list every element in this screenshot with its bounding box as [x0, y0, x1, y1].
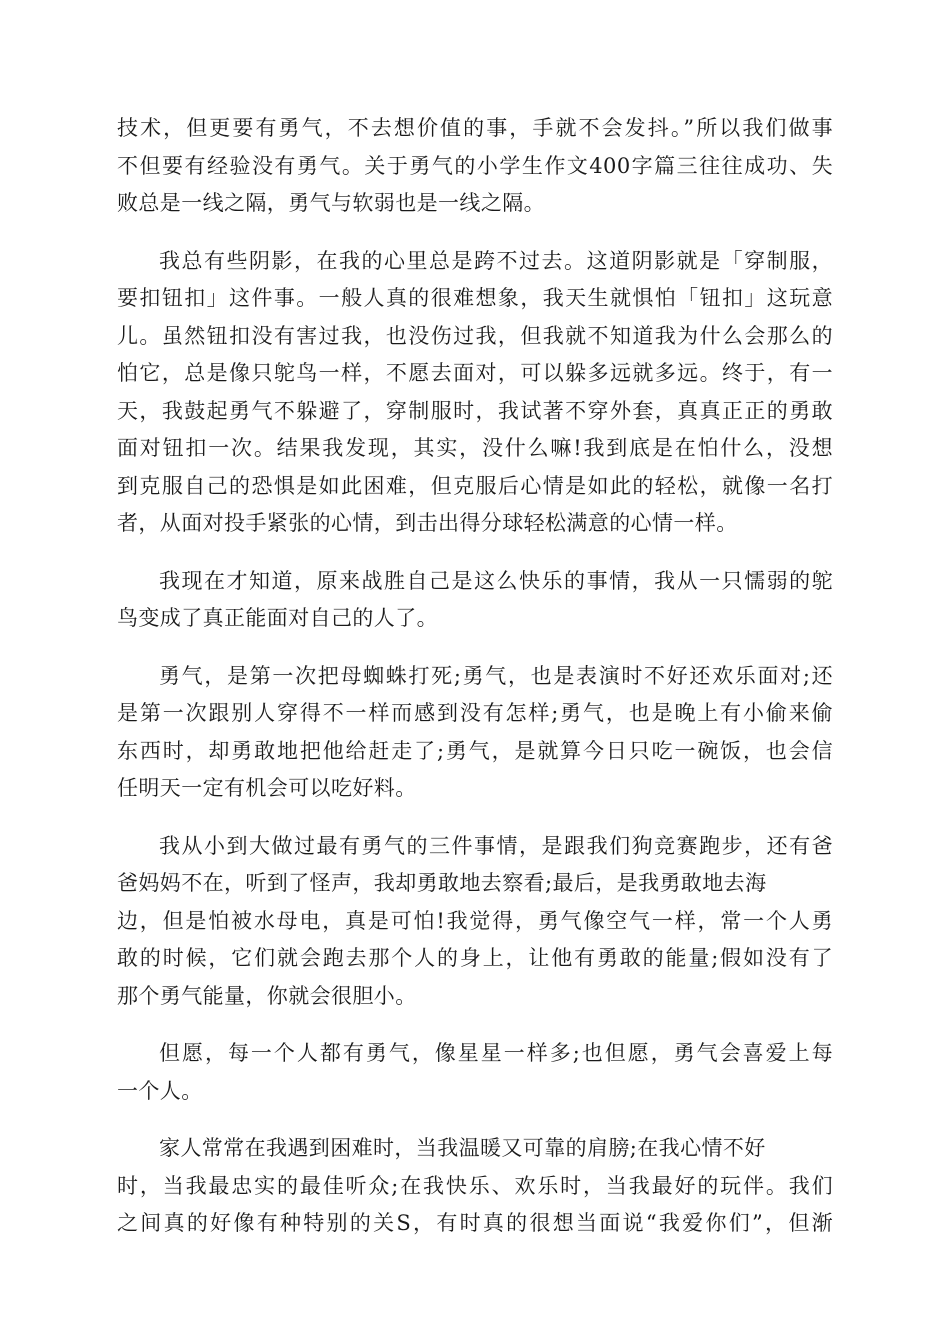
text-line: 要扣钮扣」这件事。一般人真的很难想象，我天生就惧怕「钮扣」这玩意	[117, 286, 833, 310]
paragraph-3	[117, 563, 833, 638]
text-line: 之间真的好像有种特别的关S，有时真的很想当面说“我爱你们”，但渐	[117, 1211, 833, 1235]
text-line: 败总是一线之隔，勇气与软弱也是一线之隔。	[117, 191, 545, 215]
text-line: 面对钮扣一次。结果我发现，其实，没什么嘛!我到底是在怕什么，没想	[117, 436, 833, 460]
paragraph-6	[117, 1035, 833, 1110]
text-line: 但愿，每一个人都有勇气，像星星一样多;也但愿，勇气会喜爱上每	[159, 1041, 833, 1065]
text-line: 边，但是怕被水母电，真是可怕!我觉得，勇气像空气一样，常一个人勇	[117, 908, 833, 933]
text-line: 那个勇气能量，你就会很胆小。	[117, 983, 417, 1008]
paragraph-7	[117, 1130, 833, 1243]
text-line: 我从小到大做过最有勇气的三件事情，是跟我们狗竞赛跑步，还有爸	[159, 833, 833, 858]
text-line: 怕它，总是像只鸵鸟一样，不愿去面对，可以躲多远就多远。终于，有一	[117, 361, 833, 385]
text-line: 敢的时候，它们就会跑去那个人的身上，让他有勇敢的能量;假如没有了	[117, 946, 833, 970]
text-line: 不但要有经验没有勇气。关于勇气的小学生作文400字篇三往往成功、失	[117, 153, 833, 178]
text-line: 儿。虽然钮扣没有害过我，也没伤过我，但我就不知道我为什么会那么的	[117, 323, 833, 348]
document-body	[117, 110, 833, 1263]
text-line: 任明天一定有机会可以吃好料。	[117, 776, 417, 800]
text-line: 爸妈妈不在，听到了怪声，我却勇敢地去察看;最后，是我勇敢地去海	[117, 871, 767, 895]
text-line: 勇气，是第一次把母蜘蛛打死;勇气，也是表演时不好还欢乐面对;还	[159, 663, 833, 688]
text-line: 鸟变成了真正能面对自己的人了。	[117, 606, 438, 630]
paragraph-5	[117, 828, 833, 1016]
text-line: 时，当我最忠实的最佳听众;在我快乐、欢乐时，当我最好的玩伴。我们	[117, 1173, 833, 1198]
text-line: 技术，但更要有勇气，不去想价值的事，手就不会发抖。”所以我们做事	[117, 116, 833, 140]
text-line: 东西时，却勇敢地把他给赶走了;勇气，是就算今日只吃一碗饭，也会信	[117, 738, 833, 763]
text-line: 天，我鼓起勇气不躲避了，穿制服时，我试著不穿外套，真真正正的勇敢	[117, 398, 833, 423]
text-line: 到克服自己的恐惧是如此困难，但克服后心情是如此的轻松，就像一名打	[117, 473, 833, 498]
paragraph-1	[117, 110, 833, 223]
text-line: 者，从面对投手紧张的心情，到击出得分球轻松满意的心情一样。	[117, 511, 738, 535]
text-line: 是第一次跟别人穿得不一样而感到没有怎样;勇气，也是晚上有小偷来偷	[117, 701, 833, 725]
paragraph-2	[117, 243, 833, 543]
text-line: 家人常常在我遇到困难时，当我温暖又可靠的肩膀;在我心情不好	[159, 1136, 766, 1160]
text-line: 一个人。	[117, 1078, 203, 1103]
paragraph-4	[117, 658, 833, 808]
text-line: 我总有些阴影，在我的心里总是跨不过去。这道阴影就是「穿制服，	[159, 248, 833, 273]
text-line: 我现在才知道，原来战胜自己是这么快乐的事情，我从一只懦弱的鸵	[159, 568, 833, 593]
